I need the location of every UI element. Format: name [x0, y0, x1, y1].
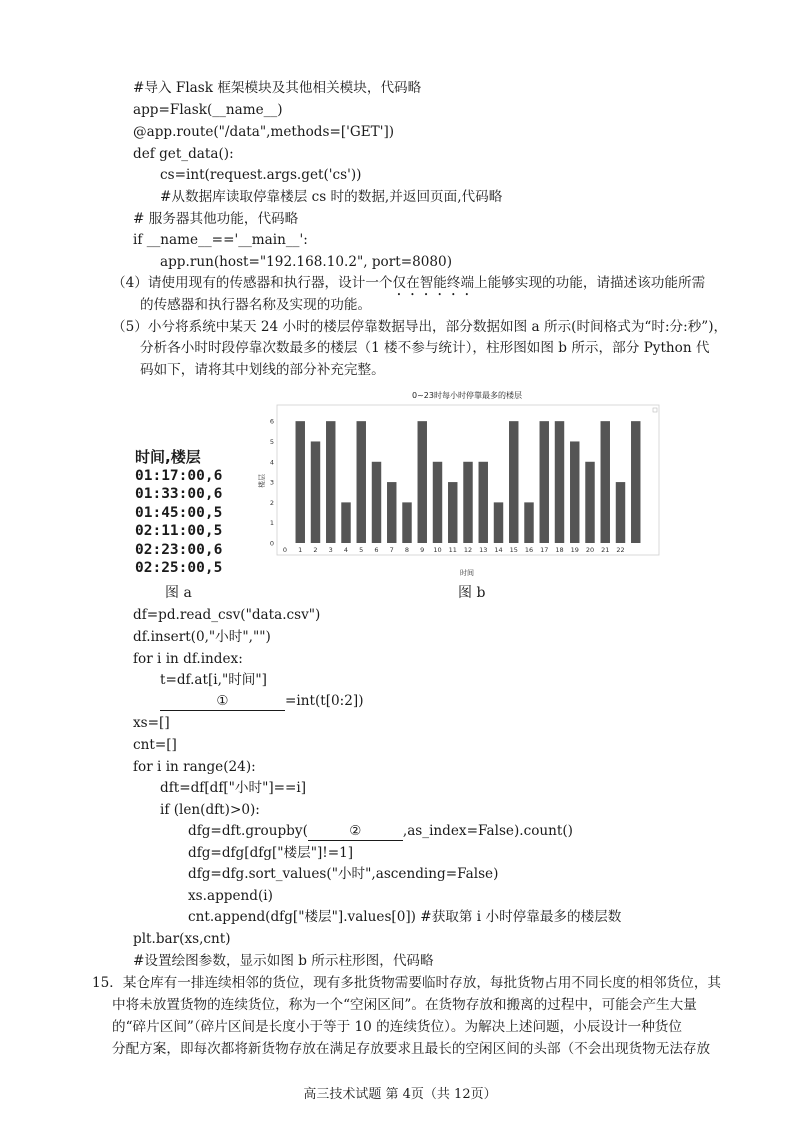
code-line: #设置绘图参数，显示如图 b 所示柱形图，代码略: [133, 953, 434, 969]
question-15-line-3: 的“碎片区间”（碎片区间是长度小于等于 10 的连续货位）。为解决上述问题，小辰设计一种货位: [112, 1019, 682, 1035]
question-4-line-2: 的传感器和执行器名称及实现的功能。: [140, 297, 372, 313]
table-row: 01:45:00,5: [135, 504, 223, 521]
figure-b-chart: [255, 385, 670, 580]
y-tick-label: 2: [269, 498, 274, 507]
bar-hour-18: [555, 421, 564, 543]
q4-prefix: （4）请使用现有的传感器和执行器，设计一个: [112, 275, 393, 291]
code-line: dfg=dfg[dfg["楼层"]!=1]: [188, 845, 354, 861]
code-line: df.insert(0,"小时",""): [133, 629, 271, 645]
table-row: 01:33:00,6: [135, 486, 223, 502]
y-tick-label: 0: [269, 539, 274, 548]
code-line: plt.bar(xs,cnt): [133, 931, 231, 947]
x-tick-label: 17: [540, 546, 549, 554]
bar-hour-20: [585, 462, 594, 543]
code-line: if __name__=='__main__':: [133, 232, 308, 248]
y-tick-label: 4: [269, 458, 274, 467]
x-tick-label: 11: [448, 546, 457, 554]
code-fragment: ,as_index=False).count(): [402, 823, 573, 839]
code-line: #导入 Flask 框架模块及其他相关模块，代码略: [133, 80, 422, 96]
x-tick-label: 18: [555, 546, 564, 554]
table-row: 01:17:00,6: [135, 467, 223, 484]
y-tick-label: 3: [269, 478, 274, 487]
code-line: def get_data():: [133, 146, 234, 162]
x-tick-label: 9: [420, 546, 425, 554]
bar-hour-22: [616, 482, 625, 543]
bar-hour-21: [601, 421, 610, 543]
bar-hour-1: [296, 421, 305, 543]
question-5-line-1: （5）小兮将系统中某天 24 小时的楼层停靠数据导出，部分数据如图 a 所示(时间格式为“时:分:秒”)，: [112, 319, 728, 335]
code-line: app.run(host="192.168.10.2", port=8080): [160, 254, 452, 270]
bar-hour-4: [341, 502, 350, 543]
x-tick-label: 19: [570, 546, 579, 554]
figure-b-caption: 图 b: [458, 585, 486, 601]
table-row: 02:11:00,5: [135, 523, 223, 539]
code-fragment: =int(t[0:2]): [285, 693, 364, 709]
y-axis-label: 楼层: [258, 474, 266, 488]
x-tick-label: 3: [328, 546, 333, 554]
code-line: cnt.append(dfg["楼层"].values[0]) #获取第 i 小时停靠最多的楼层数: [188, 909, 622, 925]
x-tick-label: 1: [298, 546, 303, 554]
bar-hour-9: [418, 421, 427, 543]
code-line: for i in range(24):: [133, 759, 256, 775]
x-tick-label: 21: [601, 546, 610, 554]
x-tick-label: 0: [282, 546, 288, 554]
y-axis-ticks: [270, 418, 274, 548]
code-line: xs=[]: [133, 715, 170, 731]
answer-blank-1[interactable]: ①: [160, 692, 285, 711]
bar-hour-7: [387, 482, 396, 543]
figure-a-caption: 图 a: [165, 585, 192, 601]
bar-hour-5: [357, 421, 366, 543]
q4-emphasis: 仅在智能终端: [392, 275, 475, 291]
answer-blank-2[interactable]: ②: [308, 822, 403, 841]
bar-hour-11: [448, 482, 457, 543]
table-row: 02:25:00,5: [135, 560, 223, 576]
question-15-line-4: 分配方案，即每次都将新货物存放在满足存放要求且最长的空闲区间的头部（不会出现货物无法存放: [112, 1041, 711, 1057]
x-tick-label: 4: [343, 546, 349, 554]
bar-hour-13: [479, 462, 488, 543]
question-5-line-3: 码如下，请将其中划线的部分补充完整。: [140, 362, 385, 378]
code-line: if (len(dft)>0):: [160, 802, 260, 818]
code-line: dfg=dfg.sort_values("小时",ascending=False): [188, 866, 499, 882]
x-tick-label: 6: [374, 546, 379, 554]
x-axis-label: 时间: [460, 569, 474, 577]
y-tick-label: 1: [269, 519, 274, 528]
question-15-line-1: 15．某仓库有一排连续相邻的货位，现有多批货物需要临时存放，每批货物占用不同长度的相邻货位，其: [92, 975, 722, 991]
bar-hour-17: [540, 421, 549, 543]
x-tick-label: 15: [509, 546, 518, 554]
x-tick-label: 22: [616, 546, 625, 554]
table-header: 时间,楼层: [135, 448, 201, 466]
q4-suffix: 上能够实现的功能，请描述该功能所需: [474, 275, 706, 291]
bar-hour-23: [631, 421, 640, 543]
bar-hour-12: [463, 462, 472, 543]
question-5-line-2: 分析各小时时段停靠次数最多的楼层（1 楼不参与统计），柱形图如图 b 所示，部分 Python 代: [140, 340, 710, 356]
bar-hour-3: [326, 421, 335, 543]
figure-a-table: [135, 448, 225, 578]
code-line: cs=int(request.args.get('cs')): [160, 167, 362, 183]
x-tick-label: 5: [359, 546, 364, 554]
y-tick-label: 5: [269, 437, 274, 446]
code-line-blank-1: [160, 692, 364, 711]
x-tick-label: 8: [404, 546, 410, 554]
bar-hour-14: [494, 502, 503, 543]
code-line: xs.append(i): [188, 888, 273, 904]
x-tick-label: 10: [433, 546, 442, 554]
code-line: for i in df.index:: [133, 651, 243, 667]
x-tick-label: 13: [479, 546, 488, 554]
code-line: dft=df[df["小时"]==i]: [160, 780, 307, 796]
code-line: # 服务器其他功能，代码略: [133, 211, 299, 227]
table-row: 02:23:00,6: [135, 541, 223, 558]
x-tick-label: 2: [313, 546, 318, 554]
page-footer: 高三技术试题 第 4页（共 12页）: [303, 1087, 497, 1102]
x-tick-label: 20: [585, 546, 595, 554]
y-tick-label: 6: [269, 417, 274, 426]
bar-chart-svg: [255, 385, 670, 580]
code-fragment: dfg=dft.groupby(: [188, 823, 308, 839]
bar-hour-2: [311, 441, 320, 543]
code-line: @app.route("/data",methods=['GET']): [133, 124, 395, 140]
bar-hour-10: [433, 462, 442, 543]
code-line: t=df.at[i,"时间"]: [160, 672, 267, 688]
bar-hour-16: [524, 502, 533, 543]
x-tick-label: 16: [524, 546, 534, 554]
x-tick-label: 14: [494, 546, 503, 554]
question-15-line-2: 中将未放置货物的连续货位，称为一个“空闲区间”。在货物存放和搬离的过程中，可能会产生大量: [112, 997, 697, 1013]
code-line: app=Flask(__name__): [133, 102, 283, 118]
code-line: cnt=[]: [133, 737, 177, 753]
bar-hour-8: [402, 502, 411, 543]
x-tick-label: 7: [389, 546, 394, 554]
bar-hour-19: [570, 441, 579, 543]
code-line: df=pd.read_csv("data.csv"): [133, 607, 321, 623]
bar-hour-15: [509, 421, 518, 543]
chart-title: 0~23时每小时停靠最多的楼层: [412, 391, 522, 400]
x-tick-label: 12: [463, 546, 473, 554]
code-line-blank-2: [188, 822, 573, 841]
code-line: #从数据库读取停靠楼层 cs 时的数据,并返回页面,代码略: [160, 189, 503, 205]
bar-hour-6: [372, 462, 381, 543]
